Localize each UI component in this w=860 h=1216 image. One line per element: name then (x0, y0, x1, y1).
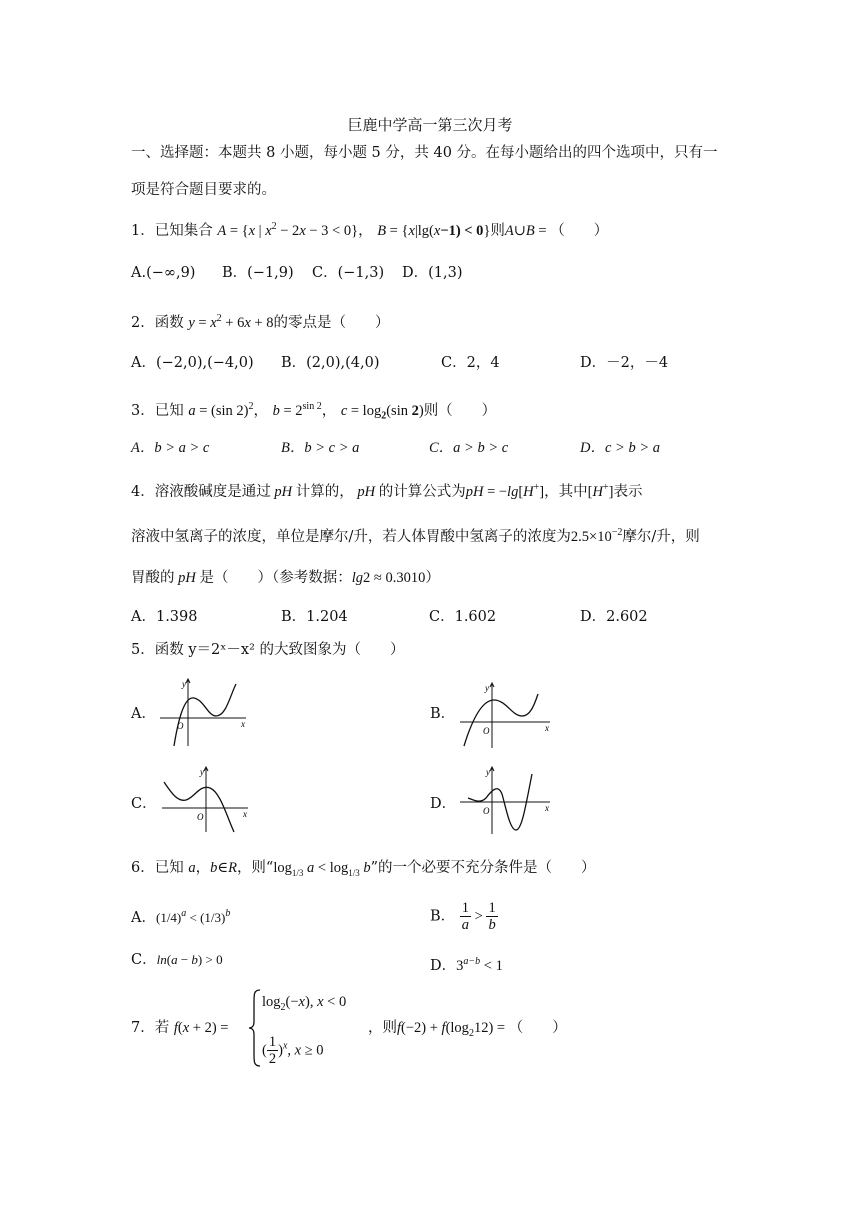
svg-text:y: y (200, 767, 204, 777)
section-line-1: 一、选择题：本题共 8 小题，每小题 5 分，共 40 分。在每小题给出的四个选项中，只有一 (131, 145, 718, 161)
page-title: 巨鹿中学高一第三次月考 (347, 116, 513, 134)
q3-option-b[interactable]: B．b > c > a (281, 440, 360, 456)
svg-text:y: y (485, 683, 489, 693)
q6-option-d[interactable]: D．$3^{a-b} < 1$ (430, 956, 503, 974)
q5-option-b[interactable]: B． (430, 706, 456, 722)
q2-suffix: 的零点是（ ） (273, 314, 390, 331)
q7-case-2: ( $\frac{1}{2}$ )$^x$, x ≥ 0 (262, 1034, 324, 1067)
q7-case-1: $\log_2(-x)$, x < 0 (262, 994, 347, 1013)
q3-option-d[interactable]: D．c > b > a (580, 440, 660, 456)
q4-option-a[interactable]: A．1.398 (131, 609, 198, 625)
q5-graph-a[interactable] (158, 676, 250, 748)
q7-brace (248, 988, 262, 1068)
q3-option-c[interactable]: C．a > b > c (429, 440, 509, 456)
q2-option-a[interactable]: A．(−2,0),(−4,0) (131, 355, 254, 371)
q6-option-c[interactable]: C．ln(a − b) > 0 (131, 952, 223, 968)
q7-prefix: 7．若 (131, 1020, 170, 1036)
q5-graph-b[interactable] (458, 680, 554, 750)
q5-option-d[interactable]: D． (430, 796, 457, 812)
q4-option-d[interactable]: D．2.602 (580, 609, 648, 625)
q2-option-b[interactable]: B．(2,0),(4,0) (281, 355, 380, 371)
q1-option-b[interactable]: B．(−1,9) (222, 265, 294, 281)
q5-graph-c[interactable] (160, 764, 252, 834)
q3-prefix: 3．已知 (131, 402, 184, 419)
svg-text:O: O (483, 806, 490, 816)
q2-prefix: 2．函数 (131, 314, 184, 331)
q1-prefix: 1．已知集合 (131, 222, 213, 239)
q5-text: 5．函数 y＝2ˣ－x² 的大致图象为（ ） (131, 642, 405, 658)
q1-option-a[interactable]: A.(−∞,9) (131, 265, 196, 281)
q6-prefix: 6．已知 (131, 860, 184, 876)
svg-text:O: O (177, 721, 184, 731)
q4-option-c[interactable]: C．1.602 (429, 609, 497, 625)
q1-option-c[interactable]: C．(−1,3) (312, 265, 385, 281)
q6-option-a[interactable]: A．$(1/4)^a < (1/3)^b$ (131, 908, 231, 926)
section-line-2: 项是符合题目要求的。 (131, 182, 276, 198)
svg-text:x: x (545, 723, 549, 733)
q2-option-c[interactable]: C．2，4 (441, 355, 500, 371)
svg-text:x: x (545, 803, 549, 813)
q2-option-d[interactable]: D．－2，－4 (580, 355, 669, 371)
svg-text:O: O (197, 812, 204, 822)
svg-text:O: O (483, 726, 490, 736)
svg-text:x: x (243, 809, 247, 819)
q6-suffix: ”的一个必要不充分条件是（ ） (370, 860, 596, 876)
q4-option-b[interactable]: B．1.204 (281, 609, 348, 625)
q6-option-b[interactable]: B． $\frac{1}{a}$ > $\frac{1}{b}$ (430, 900, 496, 933)
q5-option-a[interactable]: A． (131, 706, 156, 722)
q1-set-a: A (217, 222, 227, 239)
svg-text:x: x (241, 719, 245, 729)
svg-text:y: y (486, 767, 490, 777)
q1-suffix: 则 (490, 222, 505, 239)
q7-question: ，则$f(-2) + f(\log_212)$ = （ ） (368, 1020, 567, 1039)
q1-option-d[interactable]: D．(1,3) (402, 265, 463, 281)
q3-option-a[interactable]: A．b > a > c (131, 440, 210, 456)
svg-text:y: y (182, 679, 186, 689)
q5-option-c[interactable]: C． (131, 796, 157, 812)
q3-suffix: 则（ ） (423, 402, 497, 419)
q5-graph-d[interactable] (458, 764, 554, 836)
